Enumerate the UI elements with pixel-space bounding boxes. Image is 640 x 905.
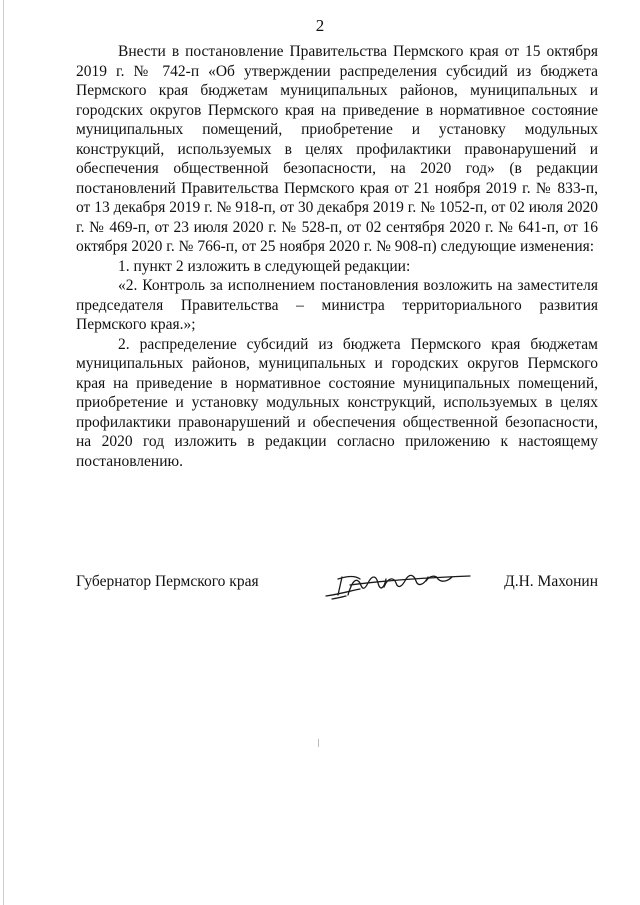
paragraph-item-2: 2. распределение субсидий из бюджета Пермского края бюджетам муниципальных районов, муниципальных и городских округов Пермского края на приведение в нормативное состояние муниципальных помещений, приобретение и установку модульных конструкций, используемых в целях профилактики правонарушений и обеспечения общественной безопасности, на 2020 год изложить в редакции согласно приложению к настоящему постановлению. <box>76 335 598 470</box>
document-body <box>76 42 598 471</box>
signature-block <box>76 565 598 605</box>
page-number: 2 <box>315 16 325 35</box>
paragraph-amendment-intro: Внести в постановление Правительства Пермского края от 15 октября 2019 г. № 742-п «Об утверждении распределения субсидий из бюджета Пермского края бюджетам муниципальных районов, муниципальных и городских округов Пермского края на приведение в нормативное состояние муниципальных помещений, приобретение и установку модульных конструкций, используемых в целях профилактики правонарушений и обеспечения общественной безопасности, на 2020 год» (в редакции постановлений Правительства Пермского края от 21 ноября 2019 г. № 833-п, от 13 декабря 2019 г. № 918-п, от 30 декабря 2019 г. № 1052-п, от 02 июля 2020 г. № 469-п, от 23 июля 2020 г. № 528-п, от 02 сентября 2020 г. № 641-п, от 16 октября 2020 г. № 766-п, от 25 ноября 2020 г. № 908-п) следующие изменения: <box>76 43 598 255</box>
signer-name: Д.Н. Махонин <box>504 573 598 590</box>
signer-title: Губернатор Пермского края <box>76 573 259 590</box>
paragraph-item-1-text: «2. Контроль за исполнением постановления возложить на заместителя председателя Правительства – министра территориального развития Пермского края.»; <box>76 277 598 333</box>
paragraph-item-1: 1. пункт 2 изложить в следующей редакции: <box>118 257 411 275</box>
handwritten-signature <box>320 565 480 605</box>
scan-margin-line <box>3 0 4 905</box>
scan-artifact <box>318 739 319 747</box>
